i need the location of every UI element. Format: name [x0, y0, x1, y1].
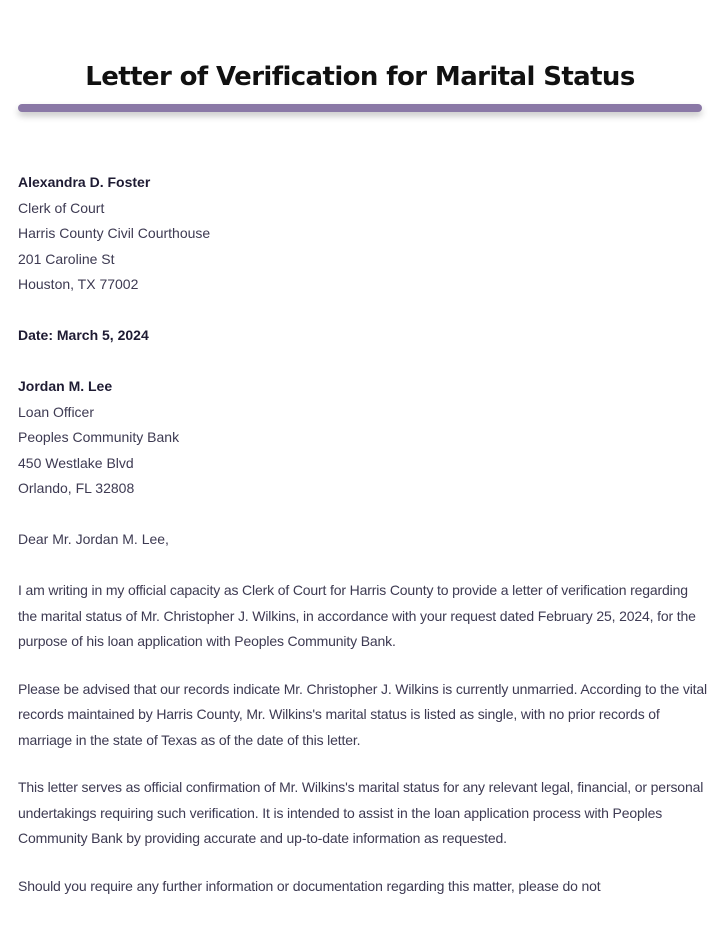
sender-address-block	[18, 170, 708, 298]
recipient-street: 450 Westlake Blvd	[18, 454, 134, 471]
recipient-city-state-zip: Orlando, FL 32808	[18, 480, 135, 496]
salutation: Dear Mr. Jordan M. Lee,	[18, 531, 169, 547]
recipient-name: Jordan M. Lee	[18, 378, 113, 394]
body-paragraph: Should you require any further information or documentation regarding this matter, please do not	[18, 877, 601, 894]
body-paragraph: Please be advised that our records indicate Mr. Christopher J. Wilkins is currently unmarried. According to the vital records maintained by Harris County, Mr. Wilkins's marital status is listed as single, with no prior records of marriage in the state of Texas as of the date of this letter.	[18, 680, 707, 748]
salutation-block	[18, 527, 708, 553]
title-divider	[18, 104, 702, 112]
date-block	[18, 323, 708, 349]
sender-title: Clerk of Court	[18, 199, 105, 216]
sender-city-state-zip: Houston, TX 77002	[18, 276, 139, 292]
recipient-organization: Peoples Community Bank	[18, 429, 180, 445]
body-paragraph: This letter serves as official confirmation of Mr. Wilkins's marital status for any relevant legal, financial, or personal undertakings requiring such verification. It is intended to assist in the loan application process with Peoples Community Bank by providing accurate and up-to-date information as requested.	[18, 779, 704, 846]
letter-body	[18, 170, 708, 921]
sender-name: Alexandra D. Foster	[18, 174, 151, 190]
recipient-title: Loan Officer	[18, 403, 95, 420]
recipient-address-block	[18, 374, 708, 502]
page-title: Letter of Verification for Marital Status	[85, 62, 635, 93]
body-paragraph: I am writing in my official capacity as Clerk of Court for Harris County to provide a letter of verification regarding the marital status of Mr. Christopher J. Wilkins, in accordance with your request dated February 25, 2024, for the purpose of his loan application with Peoples Community Bank.	[18, 582, 696, 649]
sender-organization: Harris County Civil Courthouse	[18, 225, 211, 241]
letter-date: Date: March 5, 2024	[18, 327, 149, 343]
sender-street: 201 Caroline St	[18, 250, 115, 267]
